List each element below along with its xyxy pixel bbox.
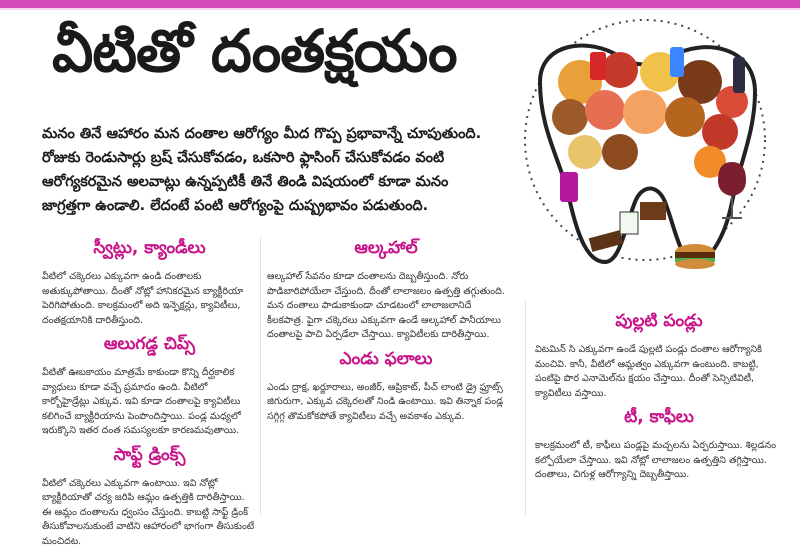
heading-dry-fruits: ఎండు ఫలాలు [339, 348, 433, 369]
tooth-food-illustration [470, 12, 800, 274]
heading-sweets: స్వీట్లు, క్యాండీలు [93, 238, 206, 258]
column-right [535, 305, 783, 489]
body-alcohol: ఆల్కహాల్ సేవనం కూడా దంతాలను దెబ్బతీస్తుంది. నోరు పొడిబారిపోయేలా చేస్తుంది. దీంతో లాలాజలం ఉత్పత్తి తగ్గుతుంది. మన దంతాలు పాడుకాకుండా చూడటంలో లాలాజలానిదే కీలకపాత్ర. పైగా చక్కెరలు ఎక్కువగా ఉండే ఆల్కహాల్ పానీయాలు దంతాలపై పాచి ఏర్పడేలా చేస్తాయి. క్యావిటీలకు దారితీస్తాయి. [267, 271, 505, 340]
intro-paragraph: మనం తినే ఆహారం మన దంతాల ఆరోగ్యం మీద గొప్ప ప్రభావాన్నే చూపుతుంది. రోజుకు రెండుసార్లు బ్రష్ చేసుకోవడం, ఒకసారి ఫ్లాసింగ్ చేసుకోవడం వంటి ఆరోగ్యకరమైన అలవాట్లు ఉన్నప్పటికీ తినే తిండి విషయంలో కూడా మనం జాగ్రత్తగా ఉండాలి. లేదంటే పంటి ఆరోగ్యంపై దుష్ప్రభావం పడుతుంది. [42, 126, 482, 214]
heading-alcohol: ఆల్కహాల్ [354, 238, 418, 258]
column-divider-2 [525, 300, 526, 516]
column-left [42, 232, 257, 555]
body-sweets: వీటిలో చక్కెరలు ఎక్కువగా ఉండి దంతాలకు అతుక్కుపోతాయి. దీంతో నోట్లో హానికరమైన బ్యాక్టీరియా పెరిగిపోతుంది. కాలక్రమంలో అది ఇన్ఫెక్షన్లు, క్యావిటీలు, దంతక్షయానికి దారితీస్తుంది. [42, 271, 244, 326]
top-color-band [0, 0, 800, 8]
heading-tea-coffee: టీ, కాఫీలు [624, 407, 694, 427]
body-soft-drinks: వీటిలో చక్కెరలు ఎక్కువగా ఉంటాయి. ఇవి నోట్లో బ్యాక్టీరియాతో చర్య జరిపి ఆమ్లం ఉత్పత్తికి దారితీస్తాయి. ఈ ఆమ్లం దంతాలను ధ్వంసం చేస్తుంది. కాబట్టి సాఫ్ట్ డ్రింక్ తీసుకోవాలనుకుంటే వాటిని ఆహారంలో భాగంగా తీసుకుంటే మంచిదట. [42, 477, 255, 547]
body-chips: వీటితో ఊబకాయం మాత్రమే కాకుండా కొన్ని దీర్ఘకాలిక వ్యాధులు కూడా వచ్చే ప్రమాదం ఉంది. వీటిలో కార్బోహైడ్రేట్లు ఎక్కువ. ఇవి కూడా దంతాలపై క్యావిటీలు కలిగించే బ్యాక్టీరియాను పెంపొందిస్తాయి. పండ్ల మధ్యలో ఇరుక్కొని ఇతర దంత సమస్యలకూ కారణమవుతాయి. [42, 367, 241, 436]
page-title: వీటితో దంతక్షయం [52, 17, 457, 85]
heading-chips: ఆలుగడ్డ చిప్స్ [103, 334, 196, 354]
column-divider [260, 236, 261, 516]
body-tea-coffee: కాలక్రమంలో టీ, కాఫీలు పండ్లపై మచ్చలను ఏర్పరుస్తాయి. శిల్లడనం కల్పోయేలా చేస్తాయి. ఇవి నోట్లో లాలాజలం ఉత్పత్తిని తగ్గిస్తాయి. దంతాలు, చిగుళ్ల ఆరోగ్యాన్ని దెబ్బతీస్తాయి. [535, 440, 777, 480]
heading-sour-fruits: పుల్లటి పండ్లు [615, 311, 703, 331]
top-color-band-light [0, 8, 800, 10]
heading-soft-drinks: సాఫ్ట్ డ్రింక్స్ [113, 444, 186, 465]
body-dry-fruits: ఎండు ద్రాక్ష, ఖర్జూరాలు, అంజీర్, ఆప్రికాట్, పీచ్ లాంటి డ్రై ఫ్రూట్స్ జిగురుగా, ఎక్కువ చక్కెరలతో నిండి ఉంటాయి. ఇవి తిన్నాక పండ్ల సగ్గిగ్గ తొమకోకపోతే క్యావిటీలు వచ్చే అవకాశం ఎక్కువ. [267, 381, 504, 422]
body-sour-fruits: విటమిన్ సి ఎక్కువగా ఉండే పుల్లటి పండ్లు దంతాల ఆరోగ్యానికి మంచివి. కానీ, వీటిలో ఆమ్లత్వం ఎక్కువగా ఉంటుంది. కాబట్టి, పంటిపై పొర ఎనామెల్‌ను క్షయం చేస్తాయి. దీంతో సెన్సిటివిటీ, క్యావిటీలు వస్తాయి. [535, 344, 763, 399]
column-middle [267, 232, 505, 428]
